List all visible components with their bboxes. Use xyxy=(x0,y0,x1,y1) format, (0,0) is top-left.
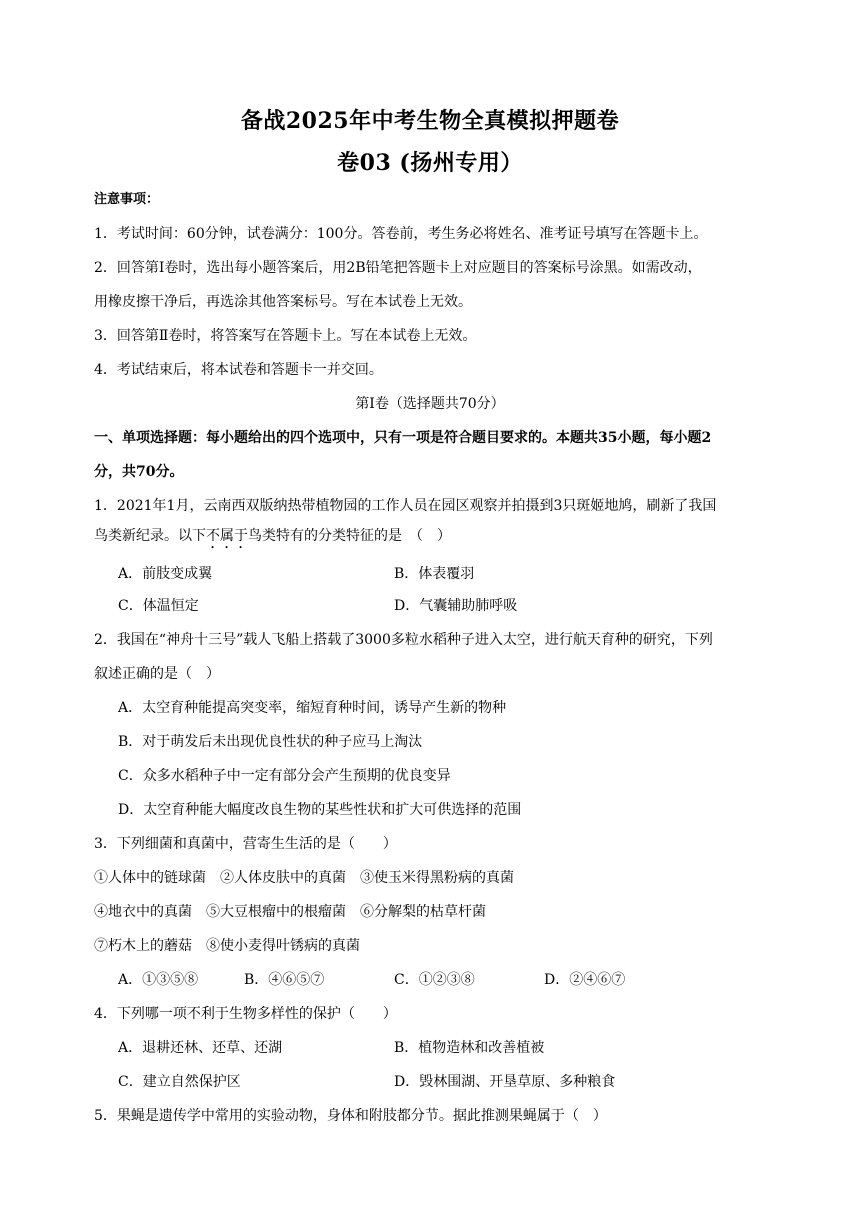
note-item: 1．考试时间：60分钟，试卷满分：100分。答卷前，考生务必将姓名、准考证号填写在答题卡上。 xyxy=(94,226,708,242)
note-item: 用橡皮擦干净后，再选涂其他答案标号。写在本试卷上无效。 xyxy=(94,294,472,310)
section-title: 第Ⅰ卷（选择题共70分） xyxy=(355,396,505,412)
question-3-option-a: A．①③⑤⑧ xyxy=(118,972,199,988)
question-1-stem: 1．2021年1月，云南西双版纳热带植物园的工作人员在园区观察并拍摄到3只斑姬地鸠，刷新了我国 xyxy=(94,498,717,514)
question-2-option-a: A．太空育种能提高突变率，缩短育种时间，诱导产生新的物种 xyxy=(118,700,507,716)
question-3-item-list: ①人体中的链球菌 ②人体皮肤中的真菌 ③使玉米得黑粉病的真菌 xyxy=(94,870,514,886)
question-3-item-list: ⑦朽木上的蘑菇 ⑧使小麦得叶锈病的真菌 xyxy=(94,938,360,954)
note-item: 3．回答第Ⅱ卷时，将答案写在答题卡上。写在本试卷上无效。 xyxy=(94,328,477,344)
question-3-option-b: B．④⑥⑤⑦ xyxy=(244,972,325,988)
question-1-option-d: D．气囊辅助肺呼吸 xyxy=(394,598,518,614)
question-1-text: 鸟类新纪录。以下 xyxy=(94,528,206,544)
exam-subtitle: 卷03 (扬州专用） xyxy=(337,150,523,176)
question-3-option-c: C．①②③⑧ xyxy=(394,972,475,988)
question-4-option-a: A．退耕还林、还草、还湖 xyxy=(118,1040,283,1056)
question-2-option-c: C．众多水稻种子中一定有部分会产生预期的优良变异 xyxy=(118,768,451,784)
question-2-option-b: B．对于萌发后未出现优良性状的种子应马上淘汰 xyxy=(118,734,423,750)
question-3-option-d: D．②④⑥⑦ xyxy=(544,972,626,988)
question-2-stem-cont: 叙述正确的是（ ） xyxy=(94,666,220,682)
note-item: 4．考试结束后，将本试卷和答题卡一并交回。 xyxy=(94,362,383,378)
question-1-option-b: B．体表覆羽 xyxy=(394,566,475,582)
question-3-item-list: ④地衣中的真菌 ⑤大豆根瘤中的根瘤菌 ⑥分解梨的枯草杆菌 xyxy=(94,904,486,920)
question-5-stem: 5．果蝇是遗传学中常用的实验动物，身体和附肢都分节。据此推测果蝇属于（ ） xyxy=(94,1108,607,1124)
question-1-stem-cont xyxy=(94,526,451,552)
note-item: 2．回答第Ⅰ卷时，选出每小题答案后，用2B铅笔把答题卡上对应题目的答案标号涂黑。如需改动， xyxy=(94,260,702,276)
question-1-emphasis: 不属于 xyxy=(206,528,248,544)
question-4-option-b: B．植物造林和改善植被 xyxy=(394,1040,545,1056)
section-instruction: 分，共70分。 xyxy=(94,464,184,480)
question-3-stem: 3．下列细菌和真菌中，营寄生生活的是（ ） xyxy=(94,836,397,852)
question-4-option-c: C．建立自然保护区 xyxy=(118,1074,241,1090)
question-4-stem: 4．下列哪一项不利于生物多样性的保护（ ） xyxy=(94,1006,397,1022)
question-4-option-d: D．毁林围湖、开垦草原、多种粮食 xyxy=(394,1074,616,1090)
exam-title: 备战2025年中考生物全真模拟押题卷 xyxy=(240,108,620,134)
question-1-option-a: A．前肢变成翼 xyxy=(118,566,213,582)
section-instruction: 一、单项选择题：每小题给出的四个选项中，只有一项是符合题目要求的。本题共35小题，每小题2 xyxy=(94,430,712,446)
question-2-stem: 2．我国在“神舟十三号”载人飞船上搭载了3000多粒水稻种子进入太空，进行航天育种的研究，下列 xyxy=(94,632,713,648)
question-1-text: 鸟类特有的分类特征的是 （ ） xyxy=(248,528,451,544)
notes-heading: 注意事项： xyxy=(94,192,160,207)
question-2-option-d: D．太空育种能大幅度改良生物的某些性状和扩大可供选择的范围 xyxy=(118,802,522,818)
question-1-option-c: C．体温恒定 xyxy=(118,598,199,614)
